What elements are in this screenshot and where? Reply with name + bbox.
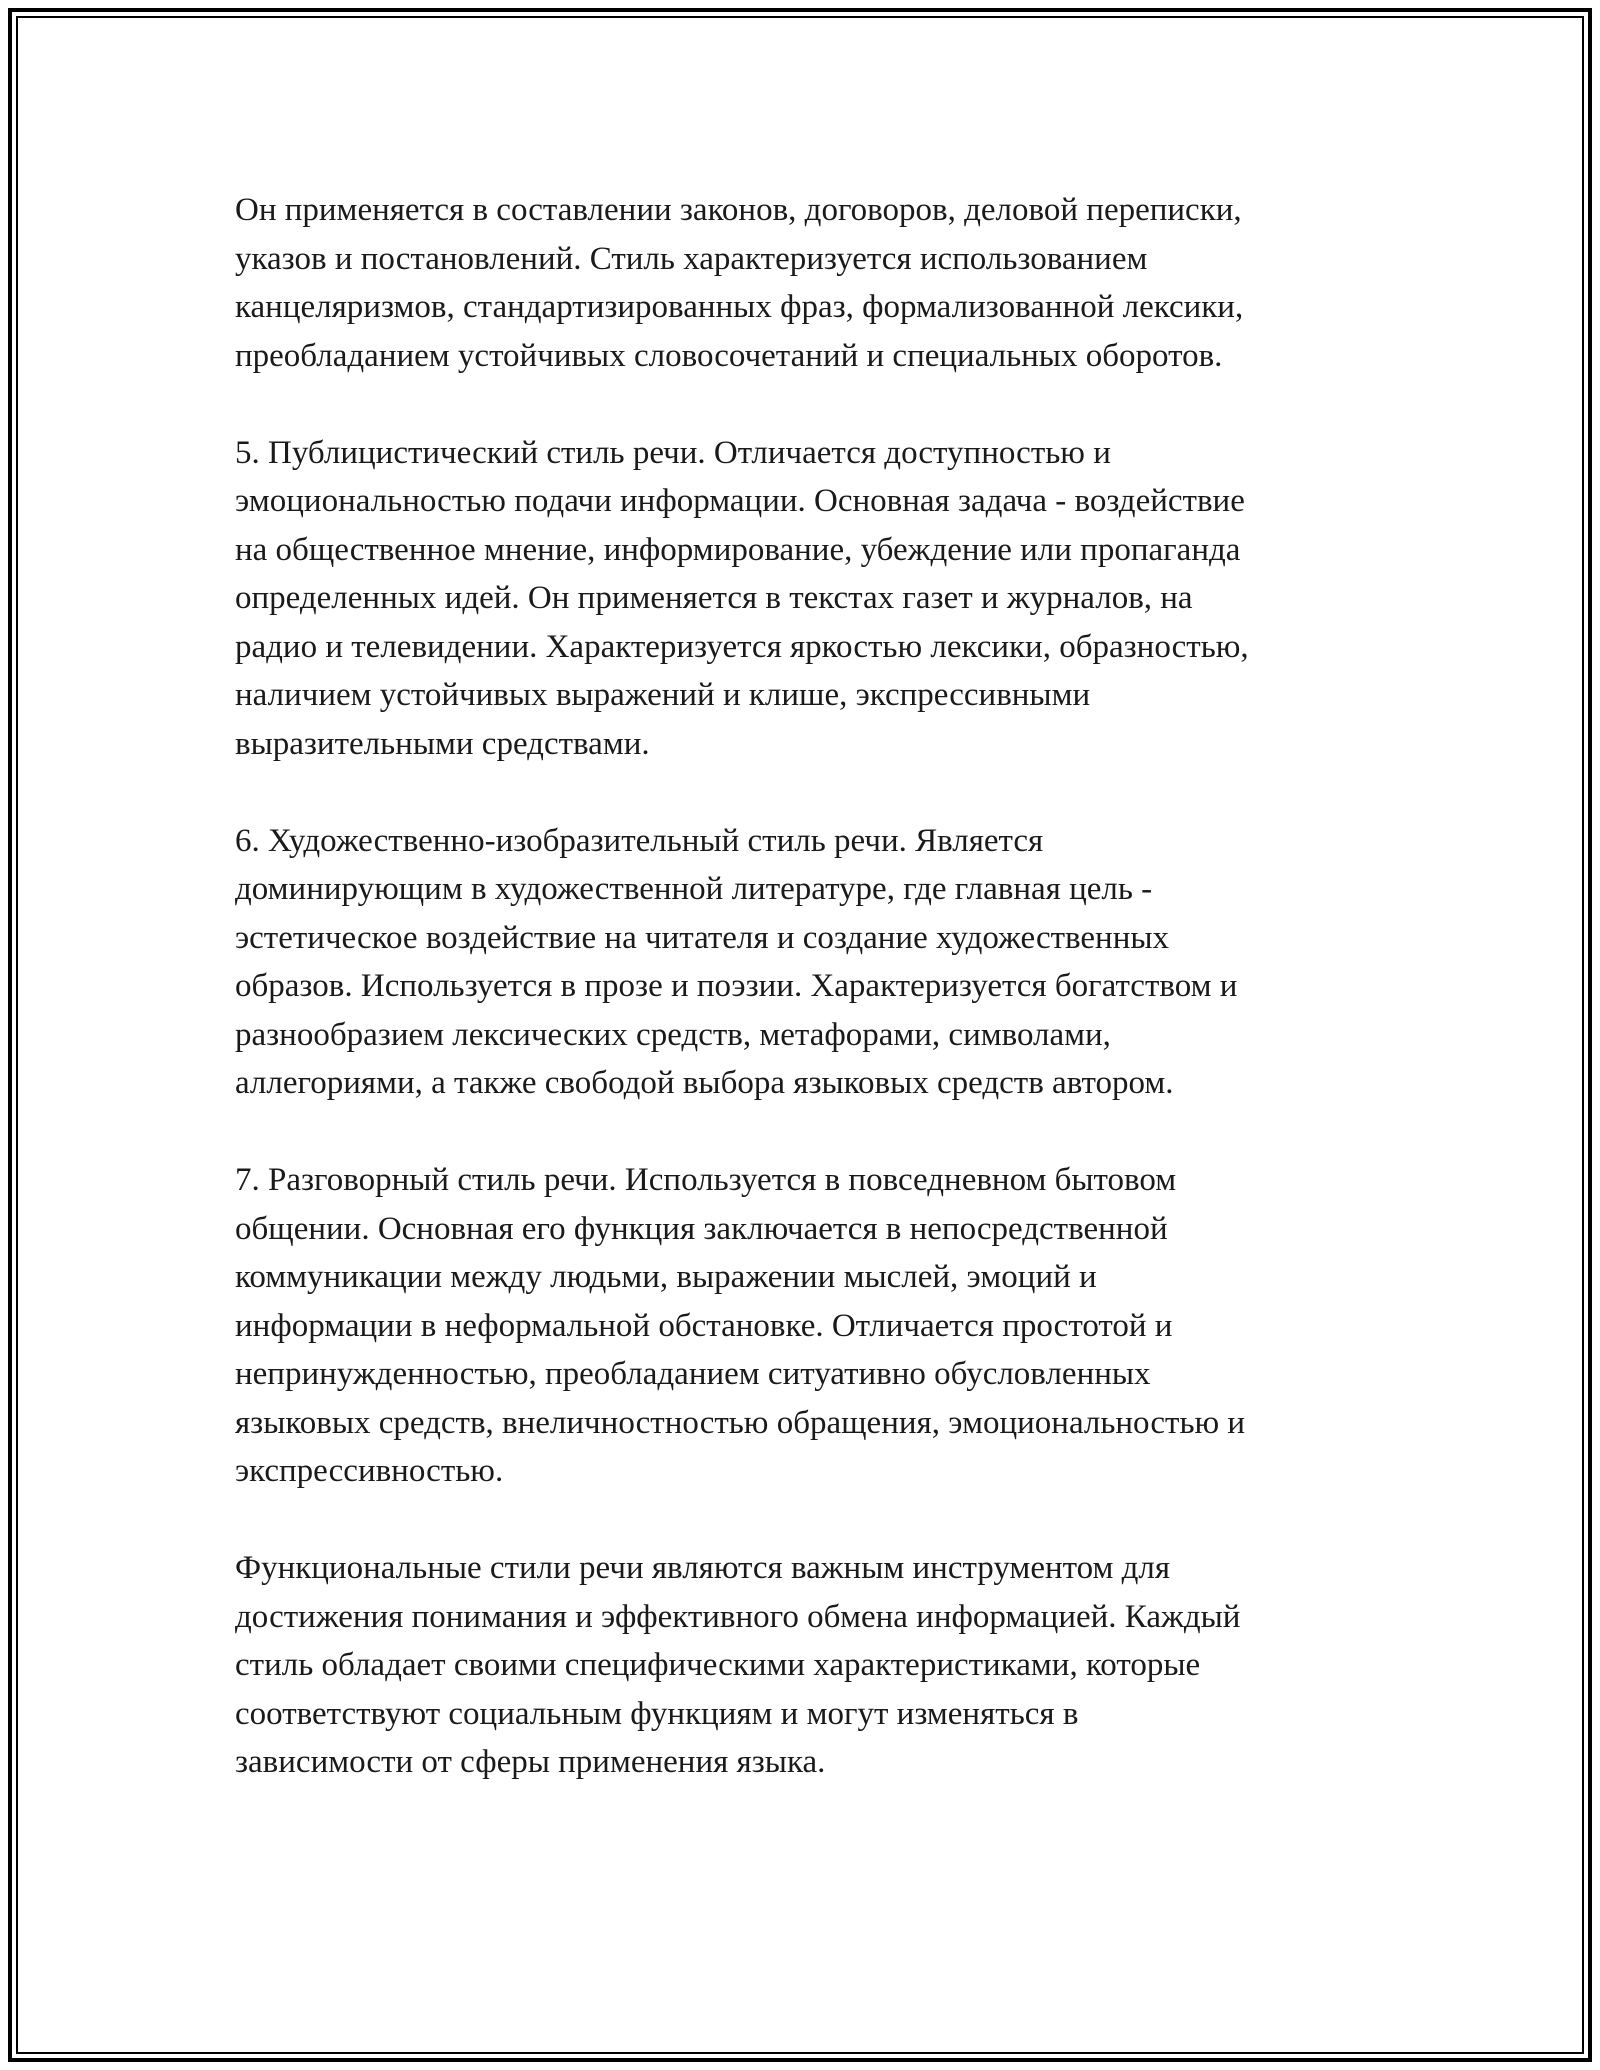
text-line: общении. Основная его функция заключается в непосредственной	[235, 1210, 1168, 1247]
text-line: доминирующим в художественной литературе, где главная цель -	[235, 871, 1153, 907]
text-line: Он применяется в составлении законов, договоров, деловой переписки,	[235, 192, 1242, 228]
text-line: образов. Используется в прозе и поэзии. Характеризуется богатством и	[235, 968, 1238, 1004]
text-line: преобладанием устойчивых словосочетаний и специальных оборотов.	[235, 337, 1223, 374]
paragraph-official-style-continuation	[235, 186, 1375, 380]
text-line: экспрессивностью.	[235, 1453, 504, 1489]
text-line: выразительными средствами.	[235, 725, 650, 762]
text-line: непринужденностью, преобладанием ситуативно обусловленных	[235, 1356, 1151, 1392]
text-line: достижения понимания и эффективного обмена информацией. Каждый	[235, 1598, 1241, 1635]
text-line: коммуникации между людьми, выражении мыслей, эмоций и	[235, 1259, 1097, 1295]
text-line: информации в неформальной обстановке. Отличается простотой и	[235, 1307, 1173, 1344]
text-line: языковых средств, внеличностностью обращения, эмоциональностью и	[235, 1404, 1246, 1441]
text-line: наличием устойчивых выражений и клише, экспрессивными	[235, 677, 1091, 713]
text-line: канцеляризмов, стандартизированных фраз, формализованной лексики,	[235, 289, 1244, 325]
text-line: стиль обладает своими специфическими характеристиками, которые	[235, 1647, 1201, 1683]
text-line: эмоциональностью подачи информации. Основная задача - воздействие	[235, 483, 1245, 519]
text-line: определенных идей. Он применяется в текстах газет и журналов, на	[235, 580, 1193, 616]
paragraph-publicistic-style	[235, 429, 1375, 769]
paragraph-conclusion	[235, 1544, 1375, 1787]
text-line: соответствуют социальным функциям и могут изменяться в	[235, 1695, 1079, 1732]
paragraph-artistic-style	[235, 817, 1375, 1108]
text-line: указов и постановлений. Стиль характеризуется использованием	[235, 240, 1148, 277]
text-line: радио и телевидении. Характеризуется яркостью лексики, образностью,	[235, 628, 1249, 665]
text-line: аллегориями, а также свободой выбора языковых средств автором.	[235, 1065, 1174, 1101]
paragraph-conversational-style	[235, 1156, 1375, 1496]
text-line: 5. Публицистический стиль речи. Отличается доступностью и	[235, 434, 1111, 471]
text-line: эстетическое воздействие на читателя и создание художественных	[235, 919, 1170, 956]
text-line: 7. Разговорный стиль речи. Используется в повседневном бытовом	[235, 1162, 1177, 1198]
document-body	[235, 186, 1375, 1835]
text-line: зависимости от сферы применения языка.	[235, 1744, 826, 1780]
text-line: Функциональные стили речи являются важным инструментом для	[235, 1550, 1171, 1586]
text-line: разнообразием лексических средств, метафорами, символами,	[235, 1016, 1111, 1053]
text-line: на общественное мнение, информирование, убеждение или пропаганда	[235, 531, 1241, 568]
text-line: 6. Художественно-изобразительный стиль речи. Является	[235, 822, 1044, 859]
